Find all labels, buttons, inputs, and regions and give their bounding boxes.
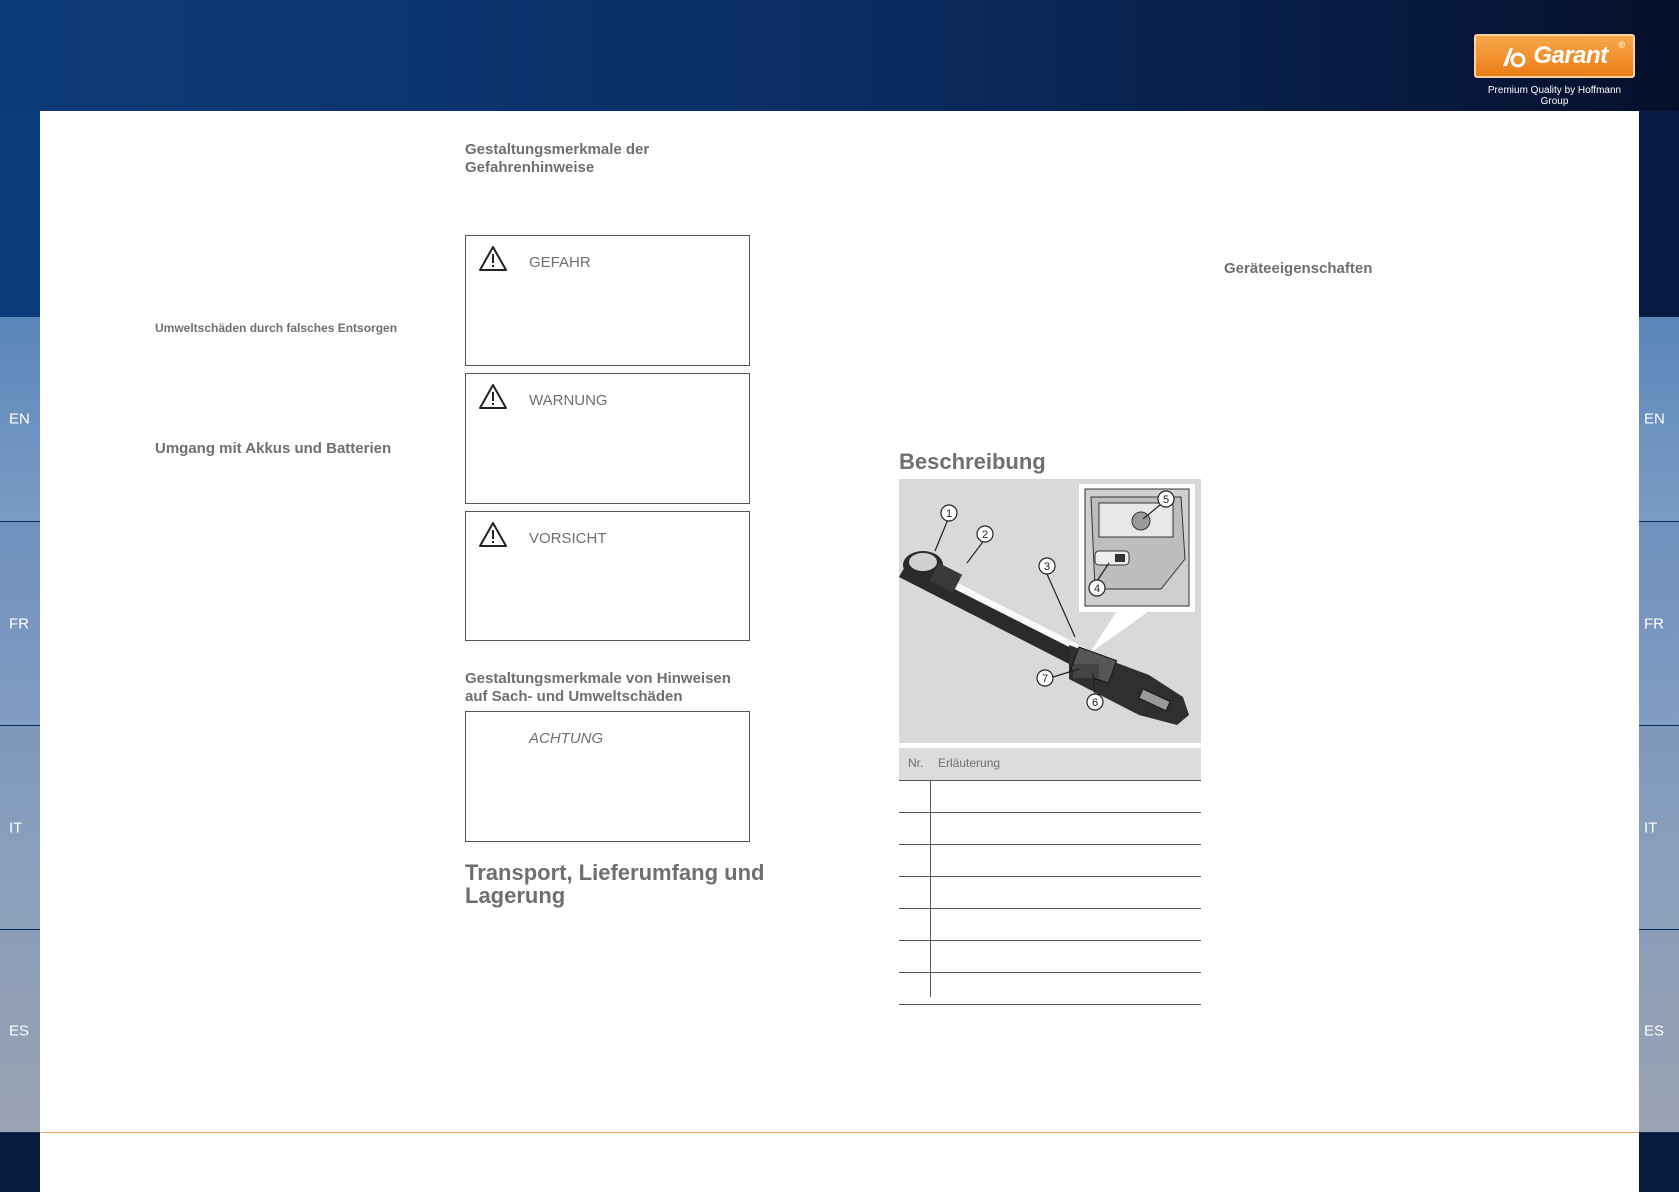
- table-row: [899, 813, 1201, 845]
- lang-label-it: IT: [9, 819, 23, 836]
- svg-text:7: 7: [1041, 673, 1049, 685]
- lang-label-en: EN: [9, 410, 30, 428]
- lang-label-it: IT: [1644, 819, 1658, 836]
- heading-hazard-design: Gestaltungsmerkmale der Gefahrenhinweise: [465, 141, 650, 176]
- language-sidebar-right: [1639, 111, 1679, 1192]
- heading-batteries: Umgang mit Akkus und Batterien: [155, 440, 392, 457]
- lang-tab-es[interactable]: [1639, 930, 1679, 1132]
- lang-tab-fr[interactable]: [1639, 522, 1679, 725]
- lang-label-en: EN: [1644, 410, 1665, 428]
- warning-triangle-icon: [478, 521, 508, 548]
- sidebar-bottom-block: [0, 1133, 40, 1192]
- heading-env-damage: Umweltschäden durch falsches Entsorgen: [155, 321, 398, 335]
- heading-notice-design: Gestaltungsmerkmale von Hinweisen auf Sach- und Umweltschäden: [465, 670, 731, 705]
- garant-logo: [1474, 34, 1635, 78]
- garant-logo-icon: [1501, 44, 1527, 68]
- notice-word: ACHTUNG: [529, 730, 604, 747]
- lang-tab-en[interactable]: [1639, 317, 1679, 521]
- table-header: [899, 748, 1201, 781]
- warning-triangle-icon: [478, 245, 508, 272]
- signal-word-danger: GEFAHR: [529, 254, 591, 271]
- wrench-figure: [899, 479, 1201, 743]
- sidebar-bottom-block: [1639, 1133, 1679, 1192]
- torque-wrench-illustration: [899, 479, 1201, 743]
- signal-word-caution: VORSICHT: [529, 530, 607, 547]
- lang-tab-en[interactable]: [0, 317, 40, 521]
- brand-tagline: Premium Quality by Hoffmann Group: [1487, 85, 1622, 107]
- page-header: [0, 0, 1679, 111]
- table-row: [899, 941, 1201, 973]
- sidebar-top-block: [1639, 111, 1679, 317]
- hazard-box-danger: [465, 235, 750, 366]
- parts-table: [899, 748, 1201, 1005]
- hazard-box-caution: [465, 511, 750, 641]
- table-header-nr: Nr.: [908, 756, 924, 770]
- hazard-box-warning: [465, 373, 750, 504]
- sidebar-top-block: [0, 111, 40, 317]
- notice-box: [465, 711, 750, 842]
- svg-text:2: 2: [981, 529, 989, 541]
- heading-properties: Geräteeigenschaften: [1224, 260, 1373, 277]
- lang-tab-es[interactable]: [0, 930, 40, 1132]
- language-sidebar-left: [0, 111, 40, 1192]
- lang-tab-it[interactable]: [1639, 726, 1679, 929]
- signal-word-warning: WARNUNG: [529, 392, 608, 409]
- table-row: [899, 877, 1201, 909]
- logo-text: Garant: [1533, 42, 1608, 69]
- page-footer: [40, 1133, 1639, 1192]
- svg-text:1: 1: [945, 508, 953, 520]
- table-row: [899, 781, 1201, 813]
- svg-text:5: 5: [1162, 494, 1170, 506]
- heading-transport: Transport, Lieferumfang und Lagerung: [465, 860, 765, 908]
- document-page: [40, 111, 1639, 1192]
- lang-tab-fr[interactable]: [0, 522, 40, 725]
- svg-text:3: 3: [1043, 561, 1051, 573]
- table-row: [899, 909, 1201, 941]
- svg-text:4: 4: [1093, 583, 1101, 595]
- table-header-explanation: Erläuterung: [938, 756, 1001, 770]
- table-row: [899, 845, 1201, 877]
- warning-triangle-icon: [478, 383, 508, 410]
- registered-mark: ®: [1618, 40, 1625, 50]
- lang-label-fr: FR: [9, 615, 29, 632]
- lang-label-fr: FR: [1644, 615, 1664, 632]
- lang-label-es: ES: [9, 1022, 30, 1040]
- svg-text:6: 6: [1091, 697, 1099, 709]
- table-row: [899, 973, 1201, 1005]
- heading-description: Beschreibung: [899, 449, 1046, 474]
- lang-tab-it[interactable]: [0, 726, 40, 929]
- lang-label-es: ES: [1644, 1022, 1665, 1040]
